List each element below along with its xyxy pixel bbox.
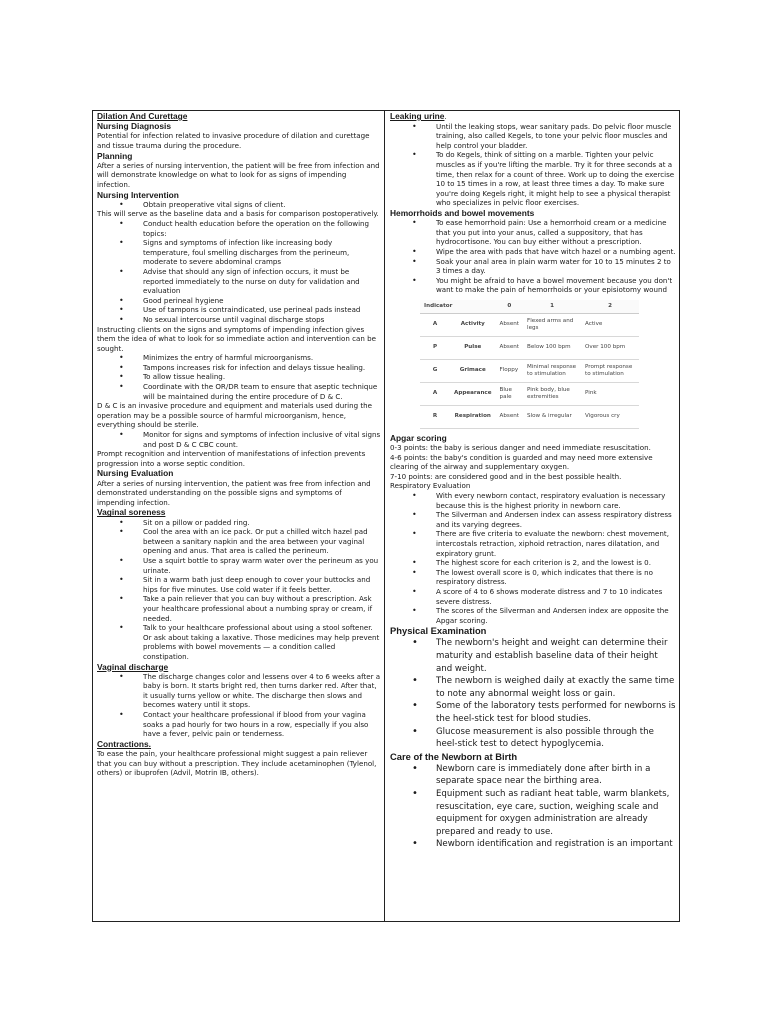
table-cell: Activity	[450, 313, 496, 336]
list-item: • Talk to your healthcare professional about using a stool softener. Or ask about taking a laxative. Those medicines may help prevent problems with bowel movements — a condition called constipation.	[97, 623, 381, 661]
nursing-diagnosis-heading: Nursing Diagnosis	[97, 121, 171, 132]
left-column	[97, 111, 381, 778]
table-cell: R	[420, 405, 450, 428]
list-item: • Good perineal hygiene	[97, 296, 381, 306]
respiratory-evaluation-label: Respiratory Evaluation	[390, 481, 471, 491]
list-item: • Some of the laboratory tests performed for newborns is the heel-stick test for blood studies.	[390, 700, 676, 725]
soreness-list	[97, 518, 381, 662]
table-cell: A	[420, 313, 450, 336]
newborn-section	[390, 625, 676, 851]
intervention-list-3	[97, 353, 381, 401]
list-item: • The lowest overall score is 0, which indicates that there is no respiratory distress.	[390, 568, 676, 587]
planning-text: After a series of nursing intervention, the patient will be free from infection and will demonstrate knowledge on what to look for as signs of impending infection.	[97, 160, 380, 189]
respiratory-list	[390, 491, 676, 625]
table-cell: Over 100 bpm	[581, 336, 639, 359]
list-item: • To do Kegels, think of sitting on a marble. Tighten your pelvic muscles as if you're lifting the marble. Try it for three seconds at a time, then relax for a count of three. Work up to doing the exercise 10 to 15 times in a row, at least three times a day. To make sure you're doing Kegels right, it might help to see a physical therapist who specializes in pelvic floor exercises.	[390, 150, 676, 208]
table-cell: Grimace	[450, 359, 496, 382]
list-item: • Contact your healthcare professional if blood from your vagina soaks a pad hourly for two hours in a row, especially if you also have a fever, pelvic pain or tenderness.	[97, 710, 381, 739]
table-row	[420, 359, 639, 382]
list-item: • Advise that should any sign of infection occurs, it must be reported immediately to the nurse on duty for validation and evaluation	[97, 267, 381, 296]
apgar-table-image	[420, 300, 676, 429]
table-cell: G	[420, 359, 450, 382]
apgar-score-line: 4-6 points: the baby's condition is guarded and may need more extensive clearing of the airway and supplementary oxygen.	[390, 452, 653, 472]
list-item: • Soak your anal area in plain warm water for 10 to 15 minutes 2 to 3 times a day.	[390, 257, 676, 276]
table-cell: Absent	[496, 313, 523, 336]
table-cell: Pink	[581, 382, 639, 405]
table-cell: Minimal response to stimulation	[523, 359, 581, 382]
list-item: • To allow tissue healing.	[97, 372, 381, 382]
list-item: • The scores of the Silverman and Andersen index are opposite the Apgar scoring.	[390, 606, 676, 625]
nursing-intervention-heading: Nursing Intervention	[97, 189, 179, 200]
table-cell: Active	[581, 313, 639, 336]
list-item: • Newborn care is immediately done after birth in a separate space near the birthing area.	[390, 763, 676, 788]
list-item: • The discharge changes color and lessens over 4 to 6 weeks after a baby is born. It starts bright red, then turns darker red. After that, it usually turns yellow or white. The discharge then slows and becomes watery until it stops.	[97, 672, 381, 710]
list-item: • Use a squirt bottle to spray warm water over the perineum as you urinate.	[97, 556, 381, 575]
list-item: • Cool the area with an ice pack. Or put a chilled witch hazel pad between a sanitary napkin and the area between your vaginal opening and anus. That area is called the perineum.	[97, 527, 381, 556]
table-cell: P	[420, 336, 450, 359]
intervention-list-4	[97, 430, 381, 449]
list-item: • You might be afraid to have a bowel movement because you don't want to make the pain of hemorrhoids or your episiotomy wound	[390, 276, 676, 295]
list-item: • Use of tampons is contraindicated, use perineal pads instead	[97, 305, 381, 315]
list-item: • There are five criteria to evaluate the newborn: chest movement, intercostals retraction, xiphoid retraction, nares dilatation, and expiratory grunt.	[390, 529, 676, 558]
rationale-text: Prompt recognition and intervention of manifestations of infection prevents progression into a worse septic condition.	[97, 449, 366, 468]
dc-title: Dilation And Curettage	[97, 111, 188, 121]
apgar-header-cell: 0	[496, 300, 523, 314]
list-item: • Newborn identification and registration is an important	[390, 838, 676, 851]
table-row	[420, 405, 639, 428]
apgar-scoring-heading: Apgar scoring	[390, 432, 447, 443]
list-item: • Signs and symptoms of infection like increasing body temperature, foul smelling discharges from the perineum, moderate to severe abdominal cramps	[97, 238, 381, 267]
apgar-header-cell: 1	[523, 300, 581, 314]
table-row	[420, 313, 639, 336]
list-item: • Wipe the area with pads that have witch hazel or a numbing agent.	[390, 247, 676, 257]
list-item: • With every newborn contact, respiratory evaluation is necessary because this is the highest priority in newborn care.	[390, 491, 676, 510]
physical-examination-heading: Physical Examination	[390, 625, 487, 637]
list-item: • The newborn's height and weight can determine their maturity and establish baseline data of their height and weight.	[390, 637, 676, 675]
leaking-list	[390, 122, 676, 208]
table-cell: A	[420, 382, 450, 405]
discharge-list	[97, 672, 381, 739]
list-item: • Coordinate with the OR/DR team to ensure that aseptic technique will be maintained during the entire procedure of D & C.	[97, 382, 381, 401]
table-cell: Absent	[496, 405, 523, 428]
intervention-list-2	[97, 219, 381, 325]
list-item: • Sit in a warm bath just deep enough to cover your buttocks and hips for five minutes. Use cold water if it feels better.	[97, 575, 381, 594]
list-item: • The Silverman and Andersen index can assess respiratory distress and its varying degrees.	[390, 510, 676, 529]
leaking-urine-heading: Leaking urine	[390, 111, 445, 121]
list-item: • Conduct health education before the operation on the following topics:	[97, 219, 381, 238]
heading-period: .	[444, 112, 447, 121]
apgar-table	[420, 300, 639, 429]
nursing-diagnosis-text: Potential for infection related to invasive procedure of dilation and curettage and tissue trauma during the procedure.	[97, 131, 370, 150]
list-item: • Sit on a pillow or padded ring.	[97, 518, 381, 528]
list-item: • To ease hemorrhoid pain: Use a hemorrhoid cream or a medicine that you put into your anus, called a suppository, that has hydrocortisone. You can buy either without a prescription.	[390, 218, 676, 247]
list-item: • Equipment such as radiant heat table, warm blankets, resuscitation, eye care, suction, weighing scale and equipment for oxygen administration are already prepared and ready to use.	[390, 788, 676, 838]
leaking-urine-line	[390, 111, 676, 122]
table-cell: Flexed arms and legs	[523, 313, 581, 336]
contractions-heading: Contractions.	[97, 738, 151, 749]
table-cell: Floppy	[496, 359, 523, 382]
table-cell: Absent	[496, 336, 523, 359]
list-item: • Take a pain reliever that you can buy without a prescription. Ask your healthcare professional about a numbing spray or cream, if needed.	[97, 594, 381, 623]
list-item: • Minimizes the entry of harmful microorganisms.	[97, 353, 381, 363]
vaginal-soreness-heading: Vaginal soreness	[97, 507, 166, 518]
nursing-evaluation-text: After a series of nursing intervention, the patient was free from infection and demonstrated understanding on the possible signs and symptoms of impending infection.	[97, 478, 371, 507]
apgar-header-cell: 2	[581, 300, 639, 314]
nursing-evaluation-heading: Nursing Evaluation	[97, 468, 174, 479]
column-divider	[384, 110, 385, 922]
table-cell: Slow & irregular	[523, 405, 581, 428]
table-cell: Prompt response to stimulation	[581, 359, 639, 382]
apgar-header-cell: Indicator	[420, 300, 496, 314]
table-cell: Below 100 bpm	[523, 336, 581, 359]
table-row	[420, 336, 639, 359]
list-item: • Obtain preoperative vital signs of client.	[97, 200, 381, 210]
intervention-list-1	[97, 200, 381, 210]
list-item: • A score of 4 to 6 shows moderate distress and 7 to 10 indicates severe distress.	[390, 587, 676, 606]
list-item: • Glucose measurement is also possible through the heel-stick test to detect hypoglycemia.	[390, 726, 676, 751]
apgar-score-line: 0-3 points: the baby is serious danger and need immediate resuscitation.	[390, 443, 651, 453]
list-item: • No sexual intercourse until vaginal discharge stops	[97, 315, 381, 325]
list-item: • Until the leaking stops, wear sanitary pads. Do pelvic floor muscle training, also called Kegels, to tone your pelvic floor muscles and help control your bladder.	[390, 122, 676, 151]
table-cell: Pulse	[450, 336, 496, 359]
table-cell: Respiration	[450, 405, 496, 428]
rationale-text: Instructing clients on the signs and symptoms of impending infection gives them the idea of what to look for so immediate action and intervention can be sought.	[97, 324, 376, 353]
rationale-text: D & C is an invasive procedure and equipment and materials used during the operation may be a possible source of harmful microorganism, hence, everything should be sterile.	[97, 401, 372, 430]
list-item: • The highest score for each criterion is 2, and the lowest is 0.	[390, 558, 676, 568]
contractions-text: To ease the pain, your healthcare professional might suggest a pain reliever that you can buy without a prescription. They include acetaminophen (Tylenol, others) or ibuprofen (Advil, Motrin IB, others).	[97, 749, 377, 778]
hemorrhoids-list	[390, 218, 676, 295]
list-item: • Tampons increases risk for infection and delays tissue healing.	[97, 363, 381, 373]
right-column	[390, 111, 676, 851]
table-cell: Vigorous cry	[581, 405, 639, 428]
table-cell: Appearance	[450, 382, 496, 405]
newborn-care-heading: Care of the Newborn at Birth	[390, 750, 518, 762]
rationale-text: This will serve as the baseline data and a basis for comparison postoperatively.	[97, 209, 379, 219]
list-item: • The newborn is weighed daily at exactly the same time to note any abnormal weight loss or gain.	[390, 675, 676, 700]
apgar-score-line: 7-10 points: are considered good and in the best possible health.	[390, 471, 622, 481]
planning-heading: Planning	[97, 150, 133, 161]
apgar-header-row	[420, 300, 639, 314]
table-row	[420, 382, 639, 405]
list-item: • Monitor for signs and symptoms of infection inclusive of vital signs and post D & C CBC count.	[97, 430, 381, 449]
table-cell: Blue pale	[496, 382, 523, 405]
vaginal-discharge-heading: Vaginal discharge	[97, 661, 169, 672]
hemorrhoids-heading: Hemorrhoids and bowel movements	[390, 207, 535, 218]
physical-exam-list	[390, 637, 676, 750]
table-cell: Pink body, blue extremities	[523, 382, 581, 405]
newborn-care-list	[390, 763, 676, 851]
